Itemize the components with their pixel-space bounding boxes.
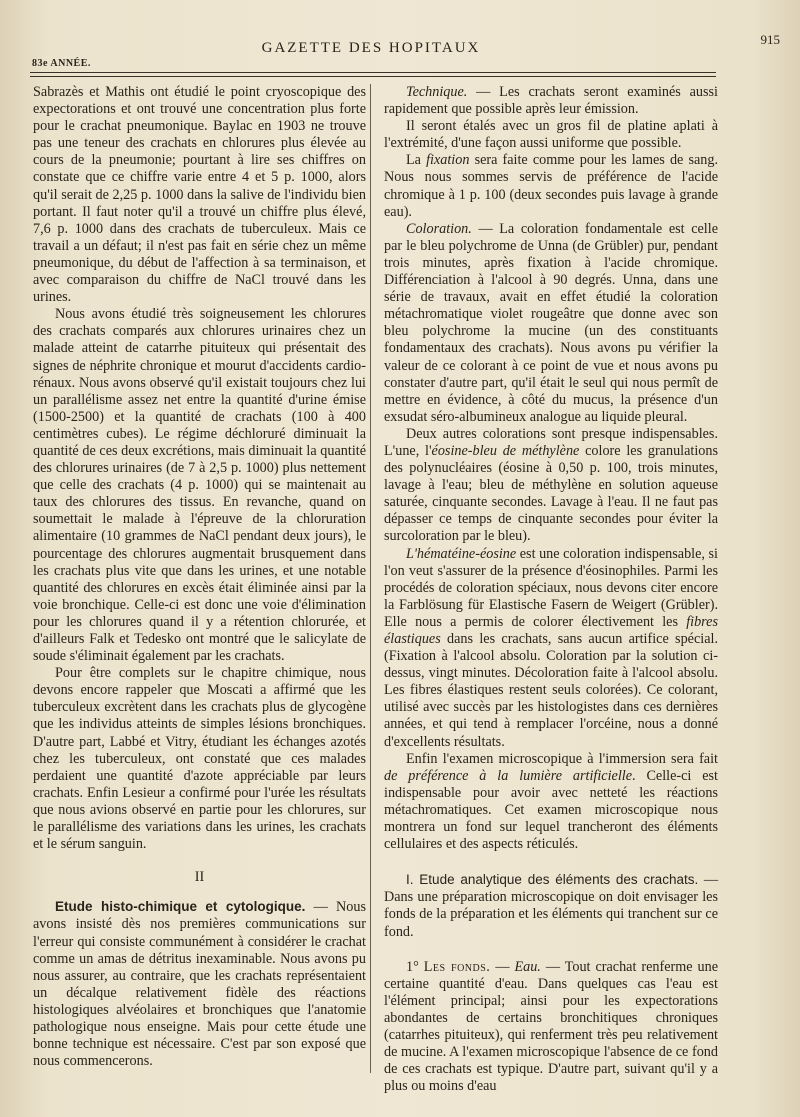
column-divider <box>370 84 371 1073</box>
section-number: II <box>194 869 205 886</box>
left-column <box>33 84 366 1070</box>
text-run: sera faite comme pour les lames de sang. Nous nous sommes servis de préférence de l'acide chromique à 1 p. 100 (deux secondes puis lavage à grande eau). <box>384 152 719 220</box>
text-run: Enfin l'examen microscopique à l'immersion sera fait <box>406 750 718 767</box>
spacer <box>384 941 718 959</box>
fibres-label: fibres élastiques <box>384 613 718 647</box>
paragraph <box>384 546 718 751</box>
coloration-text: — La coloration fondamentale est celle par le bleu polychrome de Unna (de Grübler) pur, pendant trois minutes, après fixation à l'acide chromique. Différenciation à l'alcool à 90 degrés. Unna, dans une série de travaux, avait en effet étudié la coloration métachromatique violet rougeâtre que donne avec son bleu polychrome la mucine (un des constituants fondamentaux des crachats). Nous avons pu vérifier la valeur de ce colorant à ce point de vue et nous avons pu constater d'autre part, qu'il était le seul qui nous permît de mettre en évidence, à côté du mucus, la présence d'un exsudat séro-albumineux analogue au liquide pleural. <box>384 220 718 425</box>
fixation-label: fixation <box>426 152 470 169</box>
paragraph <box>384 426 718 546</box>
text-run: colore les granulations des polynucléaires (éosine à 0,50 p. 100, trois minutes, lavage à l'eau; bleu de méthylène en solution aqueuse saturée, cinquante secondes. Lavage à l'eau. Il ne faut pas dépasser ce temps de cinquante secondes pour éviter la surcoloration par le bleu). <box>384 442 718 545</box>
text-run: Deux autres colorations sont presque indispensables. L'une, l' <box>384 425 718 459</box>
hemateine-label: L'hématéine-éosine <box>406 545 517 562</box>
subsection-title: I. Etude analytique des éléments des crachats. <box>406 872 699 888</box>
text-run: . Celle-ci est indispensable pour avoir avec netteté les réactions métachromatiques. Cet examen microscopique nous montrera un fond sur lequel trancheront des éléments cellulaires et des aspects réticulés. <box>384 767 719 853</box>
eau-label: Eau. <box>514 958 541 975</box>
subsection-text: — Dans une préparation microscopique on doit envisager les fonds de la préparation et les éléments qui tranchent sur ce fond. <box>384 872 719 940</box>
journal-title: GAZETTE DES HOPITAUX <box>261 40 481 56</box>
text-run: La <box>406 152 427 169</box>
dash: — <box>490 958 515 975</box>
section-paragraph <box>33 898 366 1070</box>
edition-label: 83e ANNÉE. <box>32 58 91 69</box>
eau-text: — Tout crachat renferme une certaine quantité d'eau. Dans quelques cas l'eau est l'élément principal; ainsi pour les expectorations abondantes de certains bronchitiques chroniques (catarrhes pituiteux), qui renferment très peu relativement de mucine. A l'examen microscopique l'absence de ce fond de ces crachats est typique. D'autre part, suivant qu'il y a plus ou moins d'eau <box>384 958 718 1095</box>
technique-label: Technique. <box>406 84 468 100</box>
paragraph: Il seront étalés avec un gros fil de platine aplati à l'extrémité, d'une façon aussi uniforme que possible. <box>384 118 718 152</box>
spacer <box>384 853 718 871</box>
paragraph-technique <box>384 84 718 118</box>
fonds-label: Les fonds. <box>423 958 491 975</box>
paragraph-fonds <box>384 959 718 1096</box>
technique-text: — Les crachats seront examinés aussi rapidement que possible après leur émission. <box>384 84 718 118</box>
text-run: est une coloration indispensable, si l'on veut s'assurer de la présence d'éosinophiles. Parmi les procédés de coloration spéciaux, nous devons citer encore la Farblösung für Elastische Fasern de Weigert (Grübler). Elle nous a permis de colorer électivement les <box>384 545 718 630</box>
paragraph: Nous avons étudié très soigneusement les chlorures des crachats comparés aux chlorures urinaires chez un malade atteint de catarrhe pituiteux qui présentait des signes de néphrite chronique et mourut d'accidents cardio-rénaux. Nous avons observé qu'il existait toujours chez lui un parallélisme assez net entre la quantité d'urine émise (1500-2500) et la quantité de crachats (100 à 400 centimètres cubes). Le régime déchloruré diminuait la quantité de ces deux excrétions, mais diminuait la quantité des chlorures urinaires (de 7 à 2,5 p. 1000) plus nettement que celle des crachats (4 p. 1000) qui se maintenait au taux des chlorures des tissus. En revanche, quand on soumettait le malade à l'épreuve de la chloruration alimentaire (10 grammes de NaCl pendant deux jours), le pourcentage des chlorures augmentait brusquement dans les crachats plus vite que dans les urines, et une notable quantité des chlorures en excès était éliminée ainsi par la voie bronchique. Celle-ci est donc une voie d'élimination pour les chlorures quand il y a rétention chlorurée, et d'ailleurs Falk et Tedesko ont montré que le salicylate de soude s'éliminait également par les crachats. <box>33 306 366 665</box>
paragraph: Sabrazès et Mathis ont étudié le point cryoscopique des expectorations et ont trouvé une concentration plus forte pour le crachat pneumonique. Baylac en 1903 ne trouve pas une teneur des crachats en chlorures plus élevée au cours de la pneumonie; pourtant à lire ses chiffres on constate que ce chiffre varie entre 4 et 5 p. 1000, alors qu'il serait de 2,25 p. 1000 dans la salive de l'individu bien portant. Il faut noter qu'il a trouvé un chiffre plus élevé, 7,6 p. 1000 dans des crachats de tuberculeux. Mais ce travail a un défaut; il n'est pas fait en série chez un même pneumonique, du début de l'affection à sa terminaison, et avec comparaison du chiffre de NaCl trouvé dans les urines. <box>33 84 366 306</box>
header-rule <box>30 72 716 73</box>
section-text: — Nous avons insisté dès nos premières communications sur l'erreur qui consiste communément à considérer le crachat comme un amas de détritus inexaminable. Nous avons pu nous assurer, au contraire, que les crachats représentaient un décalque relativement fidèle des réactions histologiques alvéolaires et bronchiques que l'anatomie pathologique nous enseigne. Mais pour cette étude une bonne technique est nécessaire. C'est par son exposé que nous commencerons. <box>33 899 366 1070</box>
subsection-paragraph <box>384 871 718 940</box>
section-title: Etude histo-chimique et cytologique. <box>55 899 306 915</box>
eosine-label: éosine-bleu de méthylène <box>431 442 580 459</box>
lumiere-label: de préférence à la lumière artificielle <box>384 767 633 784</box>
header-rule-thin <box>30 76 716 77</box>
item-number: 1° <box>406 958 424 975</box>
paragraph: Pour être complets sur le chapitre chimique, nous devons encore rappeler que Moscati a affirmé que les tuberculeux excrètent dans les crachats plus de glycogène que les individus atteints de simples lésions bronchiques. D'autre part, Labbé et Vitry, étudiant les échanges azotés chez les tuberculeux, ont constaté que ces malades perdaient une quantité d'azote appréciable par leurs crachats. Enfin Lesieur a confirmé pour l'urée les résultats que nous avions observé en partie pour les chlorures, sur le parallélisme des variations dans les urines, les crachats et le sérum sanguin. <box>33 665 366 853</box>
text-run: dans les crachats, sans aucun artifice spécial. (Fixation à l'alcool absolu. Coloration par la solution ci-dessus, vingt minutes. Décoloration faite à l'alcool absolu. Les fibres élastiques restent seuls colorées). Ce colorant, utilisé avec succès par les histologistes dans ces dernières années, et qui tend à remplacer l'orcéine, nous a donné d'excellents résultats. <box>384 631 718 750</box>
page-number: 915 <box>760 32 780 47</box>
page-header <box>30 28 780 72</box>
right-column <box>384 84 718 1095</box>
paragraph-coloration <box>384 221 718 426</box>
paragraph-fixation <box>384 152 718 220</box>
paragraph <box>384 751 718 854</box>
coloration-label: Coloration. <box>406 220 472 237</box>
